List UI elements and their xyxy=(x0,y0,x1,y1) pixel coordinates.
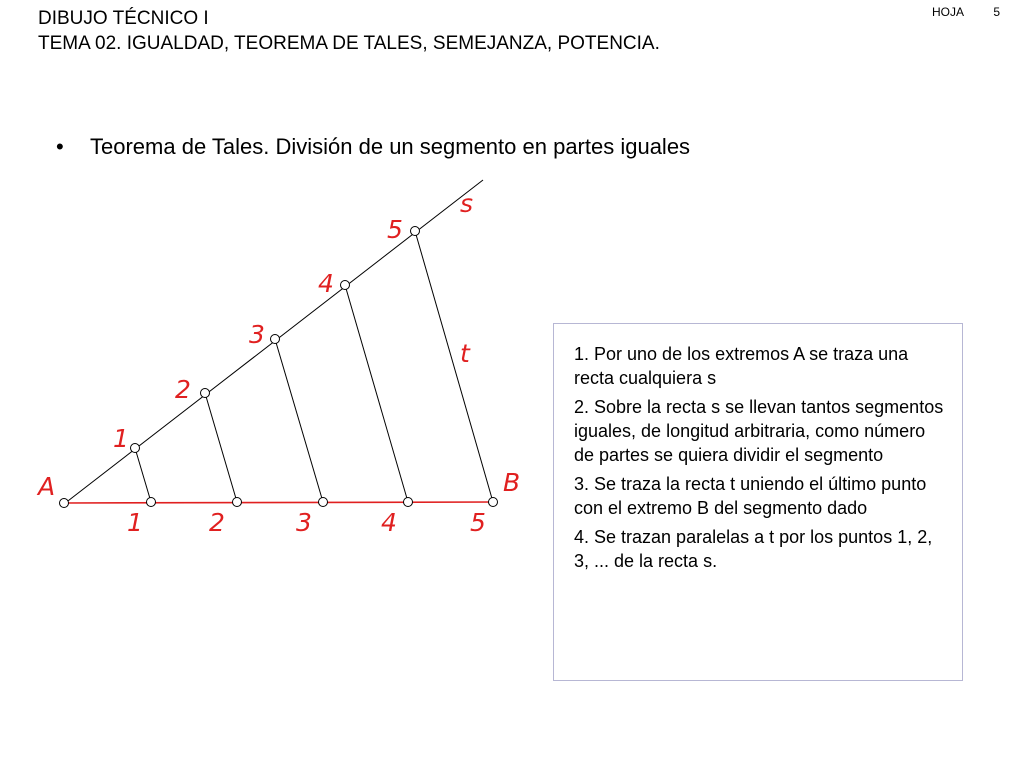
label-line-t: t xyxy=(460,339,470,368)
point-s-4 xyxy=(341,281,350,290)
line-t xyxy=(415,231,493,502)
point-s-3 xyxy=(271,335,280,344)
parallel-line-1 xyxy=(135,448,151,502)
label-ab-1: 1 xyxy=(127,508,143,537)
step-1: 1. Por uno de los extremos A se traza una recta cualquiera s xyxy=(574,344,909,388)
label-ab-5: 5 xyxy=(470,508,486,537)
label-s-5: 5 xyxy=(387,215,403,244)
parallel-line-4 xyxy=(345,285,408,502)
course-title: DIBUJO TÉCNICO I xyxy=(38,8,209,29)
label-ab-4: 4 xyxy=(381,508,397,537)
step-4: 4. Se trazan paralelas a t por los puntos 1, 2, 3, ... de la recta s. xyxy=(574,527,933,571)
label-point-a: A xyxy=(38,472,56,501)
point-ab-2 xyxy=(233,498,242,507)
segment-ab xyxy=(64,502,497,503)
point-ab-1 xyxy=(147,498,156,507)
bullet-symbol: • xyxy=(56,134,64,159)
point-ab-4 xyxy=(404,498,413,507)
label-ab-3: 3 xyxy=(296,508,312,537)
parallel-line-3 xyxy=(275,339,323,502)
label-point-b: B xyxy=(503,468,521,497)
label-line-s: s xyxy=(460,189,474,218)
point-s-1 xyxy=(131,444,140,453)
sheet-label: HOJA xyxy=(931,5,964,19)
point-a xyxy=(60,499,69,508)
step-3: 3. Se traza la recta t uniendo el último punto con el extremo B del segmento dado xyxy=(574,474,927,518)
topic-title: TEMA 02. IGUALDAD, TEOREMA DE TALES, SEMEJANZA, POTENCIA. xyxy=(38,33,660,54)
label-ab-2: 2 xyxy=(209,508,225,537)
section-heading: Teorema de Tales. División de un segmento en partes iguales xyxy=(90,134,691,159)
point-s-2 xyxy=(201,389,210,398)
sheet-number: 5 xyxy=(993,5,1000,19)
label-s-4: 4 xyxy=(318,269,334,298)
steps-box xyxy=(553,323,963,681)
parallel-line-2 xyxy=(205,393,237,502)
point-b xyxy=(489,498,498,507)
step-2: 2. Sobre la recta s se llevan tantos segmentos iguales, de longitud arbitraria, como número de partes se quiera dividir el segmento xyxy=(574,397,944,465)
label-s-3: 3 xyxy=(249,320,265,349)
point-s-5 xyxy=(411,227,420,236)
label-s-1: 1 xyxy=(113,424,129,453)
label-s-2: 2 xyxy=(175,375,191,404)
point-ab-3 xyxy=(319,498,328,507)
